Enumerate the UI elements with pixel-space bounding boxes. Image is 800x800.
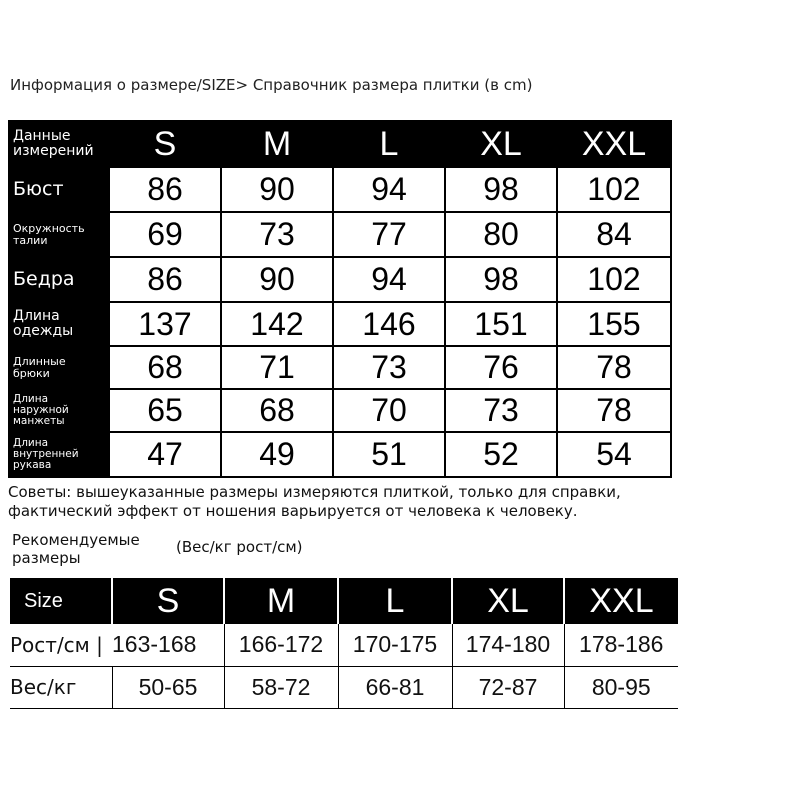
rec-size-header-xxl: XXL: [564, 578, 678, 624]
table-cell: 142: [221, 302, 333, 346]
table-row: [9, 389, 671, 432]
row-label-outer-cuff: [9, 389, 109, 432]
table-cell: 49: [221, 432, 333, 477]
table-cell: 98: [445, 257, 557, 302]
table-cell: 137: [109, 302, 221, 346]
row-label-line: брюки: [13, 366, 50, 380]
recommended-units: (Вес/кг рост/см): [176, 538, 303, 556]
table-cell: 174-180: [452, 624, 564, 666]
table-cell: 73: [445, 389, 557, 432]
table-cell: 70: [333, 389, 445, 432]
table-cell: 73: [333, 346, 445, 389]
size-header-label: Size: [10, 578, 112, 624]
table-cell: 86: [109, 257, 221, 302]
row-label-waist: [9, 212, 109, 257]
size-header-l: L: [333, 121, 445, 167]
table-row: [9, 167, 671, 212]
table-cell: 76: [445, 346, 557, 389]
row-label-line: Бедра: [13, 267, 75, 290]
table-cell: 102: [557, 167, 671, 212]
table-row: [9, 346, 671, 389]
table-row: [9, 257, 671, 302]
table-cell: 102: [557, 257, 671, 302]
row-label-hips: [9, 257, 109, 302]
table-cell: 84: [557, 212, 671, 257]
table-cell: 54: [557, 432, 671, 477]
table-cell: 170-175: [338, 624, 452, 666]
table-cell: 47: [109, 432, 221, 477]
tips-line: фактический эффект от ношения варьируется от человека к человеку.: [8, 502, 578, 520]
size-chart-header-row: [9, 121, 671, 167]
table-cell: 90: [221, 257, 333, 302]
table-cell: 178-186: [564, 624, 678, 666]
row-label-line: рукава: [13, 459, 52, 471]
row-label-pants: [9, 346, 109, 389]
table-cell: 78: [557, 389, 671, 432]
row-label-length: [9, 302, 109, 346]
table-cell: 52: [445, 432, 557, 477]
table-cell: 68: [221, 389, 333, 432]
row-label-line: Длина: [13, 308, 60, 325]
table-cell: 166-172: [224, 624, 338, 666]
corner-label-line: Данные: [13, 128, 71, 145]
table-cell: 58-72: [224, 666, 338, 708]
table-cell: 69: [109, 212, 221, 257]
page-title: Информация о размере/SIZE> Справочник размера плитки (в cm): [10, 76, 533, 94]
row-label-line: манжеты: [13, 415, 65, 427]
row-label-line: наружной: [13, 403, 69, 416]
rec-size-header-m: M: [224, 578, 338, 624]
table-cell: 80: [445, 212, 557, 257]
table-cell: 163-168: [112, 624, 224, 666]
row-label-line: Бюст: [13, 177, 64, 200]
table-cell: 94: [333, 257, 445, 302]
row-label-weight: Вес/кг: [10, 666, 112, 708]
table-cell: 65: [109, 389, 221, 432]
table-cell: 51: [333, 432, 445, 477]
table-row: [10, 624, 678, 666]
row-label-line: внутренней: [13, 447, 79, 460]
size-header-xl: XL: [445, 121, 557, 167]
table-row: [9, 432, 671, 477]
size-header-xxl: XXL: [557, 121, 671, 167]
table-cell: 73: [221, 212, 333, 257]
size-header-s: S: [109, 121, 221, 167]
table-cell: 77: [333, 212, 445, 257]
row-label-line: одежды: [13, 323, 74, 339]
tips-note: [8, 483, 621, 521]
size-header-m: M: [221, 121, 333, 167]
rec-size-header-l: L: [338, 578, 452, 624]
row-label-line: Длинные: [13, 354, 66, 368]
row-label-line: талии: [13, 233, 48, 247]
table-cell: 72-87: [452, 666, 564, 708]
table-cell: 90: [221, 167, 333, 212]
row-label-bust: [9, 167, 109, 212]
recommended-title-line: Рекомендуемые: [12, 531, 140, 549]
table-cell: 80-95: [564, 666, 678, 708]
table-cell: 78: [557, 346, 671, 389]
recommended-size-table: [10, 578, 678, 709]
table-cell: 151: [445, 302, 557, 346]
corner-label-line: измерений: [13, 143, 94, 159]
row-label-height: Рост/см |: [10, 624, 112, 666]
table-cell: 155: [557, 302, 671, 346]
tips-line: Советы: вышеуказанные размеры измеряются плиткой, только для справки,: [8, 483, 621, 501]
table-cell: 94: [333, 167, 445, 212]
recommended-title: [12, 531, 140, 567]
table-cell: 66-81: [338, 666, 452, 708]
table-row: [9, 212, 671, 257]
corner-label: [9, 121, 109, 167]
table-cell: 50-65: [112, 666, 224, 708]
table-cell: 68: [109, 346, 221, 389]
recommended-header-row: [10, 578, 678, 624]
row-label-line: Длина: [13, 436, 49, 449]
table-cell: 146: [333, 302, 445, 346]
table-cell: 98: [445, 167, 557, 212]
rec-size-header-xl: XL: [452, 578, 564, 624]
recommended-title-line: размеры: [12, 549, 81, 567]
row-label-line: Длина: [13, 392, 49, 405]
size-chart-table: [8, 120, 672, 478]
table-cell: 71: [221, 346, 333, 389]
table-row: [10, 666, 678, 708]
table-cell: 86: [109, 167, 221, 212]
row-label-inner-sleeve: [9, 432, 109, 477]
rec-size-header-s: S: [112, 578, 224, 624]
table-row: [9, 302, 671, 346]
row-label-line: Окружность: [13, 221, 85, 235]
